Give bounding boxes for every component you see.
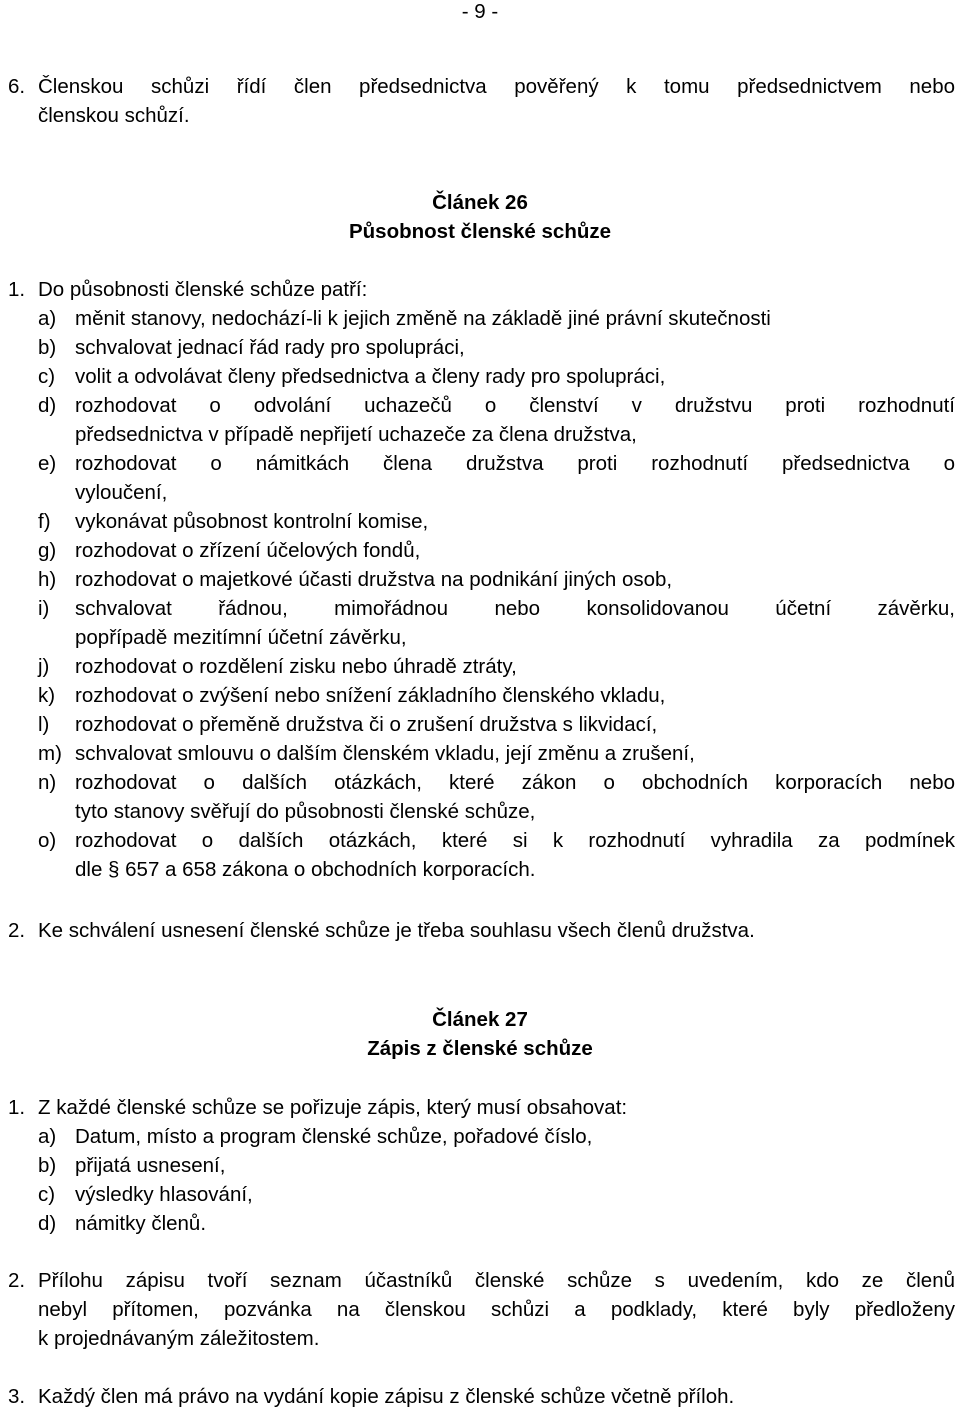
page-number: - 9 - <box>461 0 499 23</box>
article-heading: Článek 27 <box>432 1008 528 1031</box>
list-item-text: volit a odvolávat členy předsednictva a členy rady pro spolupráci, <box>75 365 666 388</box>
paragraph-number: 2. <box>8 919 26 942</box>
list-item-text: Datum, místo a program členské schůze, pořadové číslo, <box>75 1125 593 1148</box>
paragraph-text-line: Členskou schůzi řídí člen předsednictva pověřený k tomu předsednictvem nebo <box>38 75 955 98</box>
list-item-label: b) <box>38 1154 57 1177</box>
list-item-label: a) <box>38 307 57 330</box>
list-item-text: rozhodovat o rozdělení zisku nebo úhradě ztráty, <box>75 655 517 678</box>
list-item-label: o) <box>38 829 57 852</box>
list-item-text: schvalovat řádnou, mimořádnou nebo konsolidovanou účetní závěrku, <box>75 597 955 620</box>
list-item-text: popřípadě mezitímní účetní závěrku, <box>75 626 407 649</box>
list-item-label: e) <box>38 452 57 475</box>
list-item-label: h) <box>38 568 57 591</box>
paragraph-text-line: Přílohu zápisu tvoří seznam účastníků členské schůze s uvedením, kdo ze členů <box>38 1269 955 1292</box>
article-title: Působnost členské schůze <box>348 220 612 243</box>
list-item-text: přijatá usnesení, <box>75 1154 226 1177</box>
list-item-label: f) <box>38 510 51 533</box>
paragraph-text: Ke schválení usnesení členské schůze je třeba souhlasu všech členů družstva. <box>38 919 755 942</box>
list-item-label: i) <box>38 597 50 620</box>
list-item-text: tyto stanovy svěřují do působnosti členské schůze, <box>75 800 536 823</box>
list-item-text: vyloučení, <box>75 481 168 504</box>
paragraph-number: 2. <box>8 1269 26 1292</box>
paragraph-intro: Z každé členské schůze se pořizuje zápis, který musí obsahovat: <box>38 1096 628 1119</box>
list-item-text: dle § 657 a 658 zákona o obchodních korporacích. <box>75 858 536 881</box>
list-item-label: c) <box>38 365 56 388</box>
article-heading: Článek 26 <box>432 191 528 214</box>
list-item-label: a) <box>38 1125 57 1148</box>
list-item-label: m) <box>38 742 62 765</box>
list-item-label: g) <box>38 539 57 562</box>
list-item-text: námitky členů. <box>75 1212 207 1235</box>
list-item-text: rozhodovat o zřízení účelových fondů, <box>75 539 421 562</box>
paragraph-text-line: k projednávaným záležitostem. <box>38 1327 320 1350</box>
paragraph-text: Každý člen má právo na vydání kopie zápisu z členské schůze včetně příloh. <box>38 1385 735 1408</box>
list-item-text: vykonávat působnost kontrolní komise, <box>75 510 429 533</box>
list-item-text: rozhodovat o námitkách člena družstva proti rozhodnutí předsednictva o <box>75 452 955 475</box>
list-item-text: rozhodovat o odvolání uchazečů o členství v družstvu proti rozhodnutí <box>75 394 955 417</box>
list-item-text: schvalovat jednací řád rady pro spolupráci, <box>75 336 465 359</box>
list-item-label: d) <box>38 1212 57 1235</box>
list-item-label: c) <box>38 1183 56 1206</box>
list-item-label: n) <box>38 771 57 794</box>
list-item-label: j) <box>38 655 50 678</box>
paragraph-text-line: nebyl přítomen, pozvánka na členskou schůzi a podklady, které byly předloženy <box>38 1298 955 1321</box>
paragraph-intro: Do působnosti členské schůze patří: <box>38 278 368 301</box>
paragraph-number: 1. <box>8 1096 26 1119</box>
list-item-text: rozhodovat o majetkové účasti družstva na podnikání jiných osob, <box>75 568 673 591</box>
list-item-label: d) <box>38 394 57 417</box>
article-title: Zápis z členské schůze <box>367 1037 593 1060</box>
list-item-text: rozhodovat o dalších otázkách, které zákon o obchodních korporacích nebo <box>75 771 955 794</box>
list-item-label: k) <box>38 684 56 707</box>
list-item-label: b) <box>38 336 57 359</box>
list-item-text: rozhodovat o zvýšení nebo snížení základního členského vkladu, <box>75 684 666 707</box>
list-item-text: předsednictva v případě nepřijetí uchazeče za člena družstva, <box>75 423 637 446</box>
list-item-label: l) <box>38 713 50 736</box>
list-item-text: výsledky hlasování, <box>75 1183 253 1206</box>
paragraph-text-line: členskou schůzí. <box>38 104 190 127</box>
list-item-text: rozhodovat o dalších otázkách, které si k rozhodnutí vyhradila za podmínek <box>75 829 955 852</box>
list-item-text: měnit stanovy, nedochází-li k jejich změně na základě jiné právní skutečnosti <box>75 307 771 330</box>
list-item-text: rozhodovat o přeměně družstva či o zrušení družstva s likvidací, <box>75 713 658 736</box>
paragraph-number: 6. <box>8 75 26 98</box>
paragraph-number: 3. <box>8 1385 26 1408</box>
paragraph-number: 1. <box>8 278 26 301</box>
list-item-text: schvalovat smlouvu o dalším členském vkladu, její změnu a zrušení, <box>75 742 695 765</box>
